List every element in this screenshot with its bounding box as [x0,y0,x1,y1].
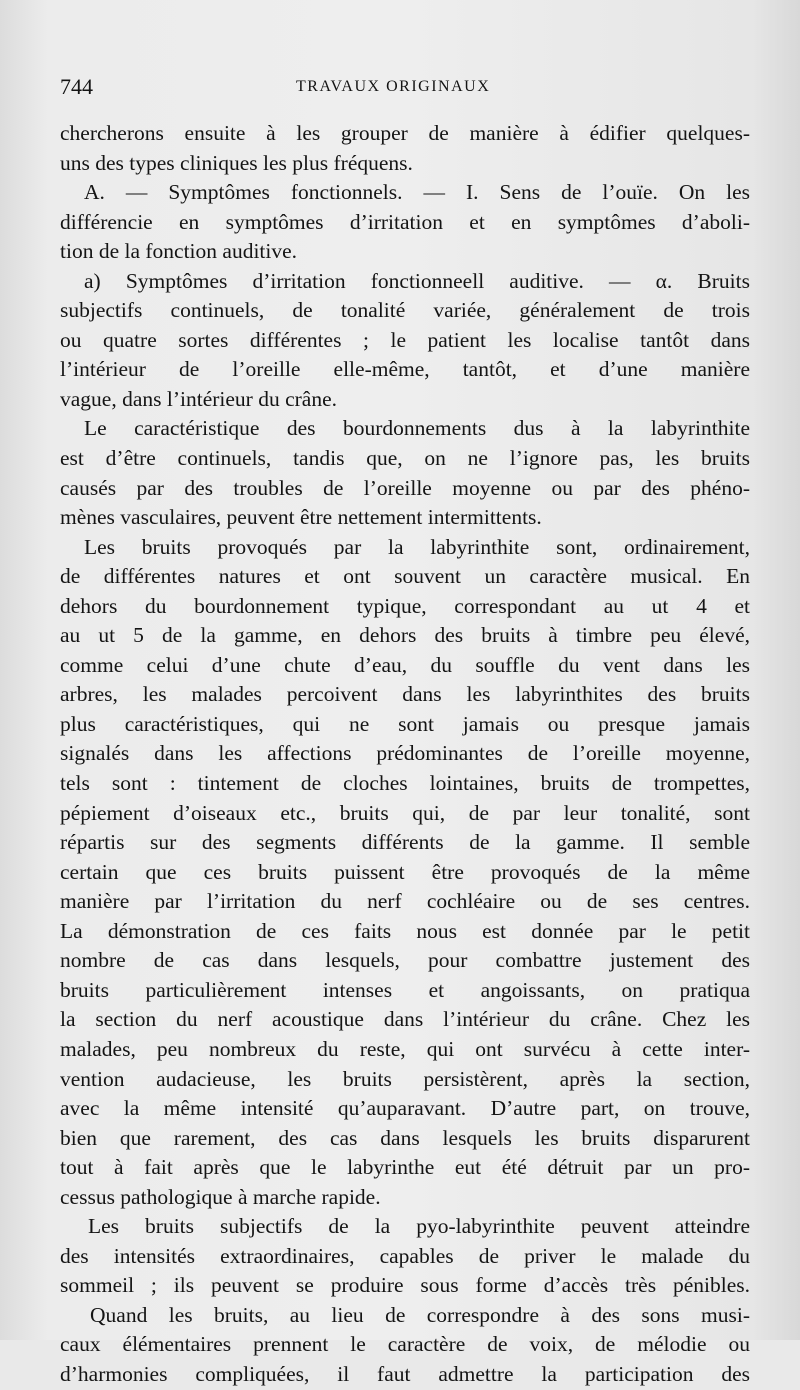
text-line: tion de la fonction auditive. [60,239,298,264]
text-line: cessus pathologique à marche rapide. [60,1184,381,1209]
text-line: sommeil ; ils peuvent se produire sous forme d’accès très pénibles. [60,1273,750,1298]
text-line: tels sont : tintement de cloches lointaines, bruits de trompettes, [60,771,750,796]
text-line: dehors du bourdonnement typique, correspondant au ut 4 et [60,593,750,618]
text-line: certain que ces bruits puissent être provoqués de la même [60,859,750,884]
text-line: vague, dans l’intérieur du crâne. [60,386,337,411]
text-line: vention audacieuse, les bruits persistèrent, après la section, [60,1066,750,1091]
text-line: A. — Symptômes fonctionnels. — I. Sens de l’ouïe. On les [84,180,750,205]
text-line: Les bruits subjectifs de la pyo-labyrinthite peuvent atteindre [88,1214,750,1239]
text-line: caux élémentaires prennent le caractère de voix, de mélodie ou [60,1332,750,1357]
text-line: comme celui d’une chute d’eau, du souffle du vent dans les [60,652,750,677]
text-line: bien que rarement, des cas dans lesquels les bruits disparurent [60,1125,750,1150]
text-line: mènes vasculaires, peuvent être nettement intermittents. [60,505,542,530]
text-line: est d’être continuels, tandis que, on ne l’ignore pas, les bruits [60,446,750,471]
text-line: au ut 5 de la gamme, en dehors des bruits à timbre peu élevé, [60,623,750,648]
body-text [60,119,750,1390]
text-line: Quand les bruits, au lieu de correspondre à des sons musi- [90,1302,750,1327]
running-head [60,74,750,104]
text-line: a) Symptômes d’irritation fonctionneell auditive. — α. Bruits [84,268,750,293]
text-line: Le caractéristique des bourdonnements dus à la labyrinthite [84,416,750,441]
text-line: manière par l’irritation du nerf cochléaire ou de ses centres. [60,889,750,914]
text-line: plus caractéristiques, qui ne sont jamais ou presque jamais [60,711,750,736]
text-line: subjectifs continuels, de tonalité variée, généralement de trois [60,298,750,323]
text-line: arbres, les malades percoivent dans les labyrinthites des bruits [60,682,750,707]
text-line: nombre de cas dans lesquels, pour combattre justement des [60,948,750,973]
text-line: pépiement d’oiseaux etc., bruits qui, de par leur tonalité, sont [60,800,750,825]
text-line: malades, peu nombreux du reste, qui ont survécu à cette inter- [60,1036,750,1061]
text-line: Les bruits provoqués par la labyrinthite sont, ordinairement, [84,534,750,559]
text-line: répartis sur des segments différents de la gamme. Il semble [60,830,750,855]
text-line: signalés dans les affections prédominantes de l’oreille moyenne, [60,741,750,766]
text-line: la section du nerf acoustique dans l’intérieur du crâne. Chez les [60,1007,750,1032]
text-line: bruits particulièrement intenses et angoissants, on pratiqua [60,977,750,1002]
text-line: différencie en symptômes d’irritation et en symptômes d’aboli- [60,209,750,234]
text-line: l’intérieur de l’oreille elle-même, tantôt, et d’une manière [60,357,750,382]
text-line: avec la même intensité qu’auparavant. D’autre part, on trouve, [60,1096,750,1121]
running-title: TRAVAUX ORIGINAUX [296,78,491,95]
text-line: La démonstration de ces faits nous est donnée par le petit [60,918,750,943]
page-number: 744 [60,74,93,99]
text-line: tout à fait après que le labyrinthe eut été détruit par un pro- [60,1155,750,1180]
text-line: ou quatre sortes différentes ; le patient les localise tantôt dans [60,327,750,352]
text-line: d’harmonies compliquées, il faut admettre la participation des [60,1361,750,1386]
text-line: de différentes natures et ont souvent un caractère musical. En [60,564,750,589]
text-line: des intensités extraordinaires, capables de priver le malade du [60,1243,750,1268]
text-line: causés par des troubles de l’oreille moyenne ou par des phéno- [60,475,750,500]
text-line: uns des types cliniques les plus fréquens. [60,150,413,175]
text-line: chercherons ensuite à les grouper de manière à édifier quelques- [60,121,750,145]
